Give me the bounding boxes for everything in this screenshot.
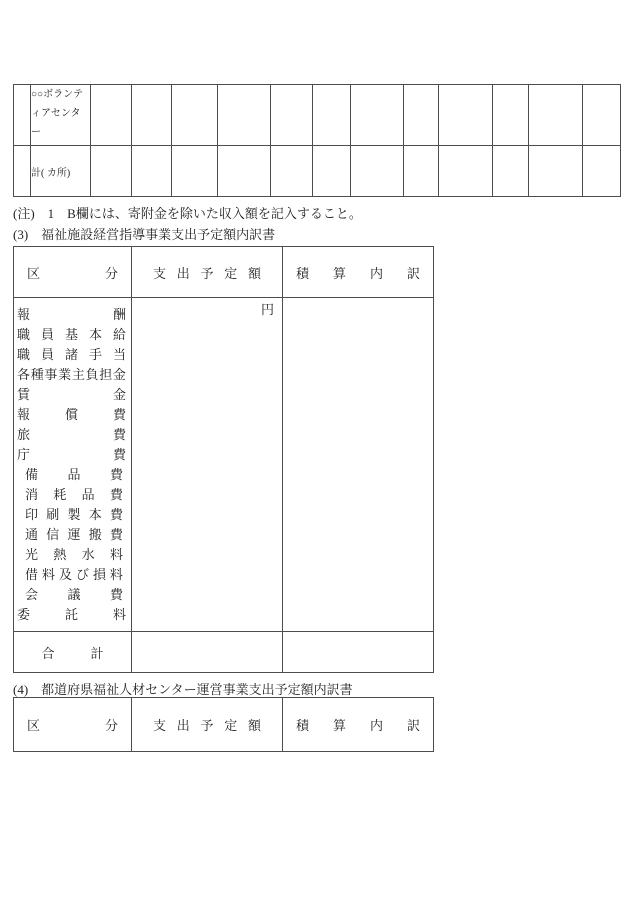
expense-item-label: 通 信 運 搬 費: [25, 527, 123, 542]
header-category: 区 分: [27, 265, 118, 281]
expense-item-label: 借 料 及 び 損 料: [25, 567, 123, 582]
empty-cell: [351, 146, 404, 197]
section3-title: (3) 福祉施設経営指導事業支出予定額内訳書: [13, 227, 276, 242]
expense-item-label: 印 刷 製 本 費: [25, 507, 123, 522]
expense-item-label: 消 耗 品 費: [25, 487, 123, 502]
breakdown-entry-cell: [283, 298, 434, 632]
row-header-volunteer-center: ○○ボランティアセンター: [31, 85, 91, 146]
total-label-cell: [14, 632, 132, 673]
empty-cell: [439, 85, 493, 146]
empty-cell: [529, 146, 583, 197]
empty-cell: [172, 146, 218, 197]
expense-items-cell: [14, 298, 132, 632]
total-label: 合 計: [41, 645, 104, 661]
expense-item-label: 備 品 費: [25, 467, 123, 482]
empty-cell: [271, 146, 313, 197]
expense-item-label: 委 託 料: [17, 607, 126, 622]
header-breakdown: 積 算 内 訳: [296, 265, 420, 281]
header-amount: 支 出 予 定 額: [153, 718, 261, 733]
expense-item-label: 職 員 基 本 給: [17, 327, 126, 342]
empty-cell: [493, 85, 529, 146]
row-header-total-count: 計( カ所): [31, 146, 91, 197]
empty-cell: [132, 85, 172, 146]
header-cell-category: [14, 698, 132, 752]
empty-cell: [404, 85, 439, 146]
header-breakdown: 積 算 内 訳: [296, 718, 420, 733]
empty-cell: [91, 85, 132, 146]
total-breakdown-cell: [283, 632, 434, 673]
section3-body-row: [14, 298, 434, 632]
header-cell-category: [14, 247, 132, 298]
expense-item-label: 報 酬: [17, 307, 126, 322]
expense-item-label: 旅 費: [17, 427, 126, 442]
expense-item-label: 職 員 諸 手 当: [17, 347, 126, 362]
expense-items-list: [14, 298, 131, 625]
expense-item-label: 会 議 費: [25, 587, 123, 602]
expense-item-label: 賃 金: [17, 387, 126, 402]
empty-cell: [583, 85, 621, 146]
header-cell-breakdown: [283, 247, 434, 298]
empty-cell: [14, 146, 31, 197]
empty-cell: [493, 146, 529, 197]
empty-cell: [14, 85, 31, 146]
total-amount-cell: [132, 632, 283, 673]
empty-cell: [351, 85, 404, 146]
empty-cell: [313, 85, 351, 146]
section3-total-row: [14, 632, 434, 673]
empty-cell: [218, 85, 271, 146]
empty-cell: [404, 146, 439, 197]
section4-header-row: [14, 698, 434, 752]
amount-entry-cell: [132, 298, 283, 632]
empty-cell: [132, 146, 172, 197]
expense-item-label: 庁 費: [17, 447, 126, 462]
unit-yen: 円: [260, 302, 274, 317]
header-category: 区 分: [27, 718, 118, 733]
note-line: (注) 1 B欄には、寄附金を除いた収入額を記入すること。: [13, 206, 362, 221]
section4-table: [13, 697, 434, 752]
section3-header-row: [14, 247, 434, 298]
volunteer-center-row: [14, 85, 621, 146]
section4-title: (4) 都道府県福祉人材センター運営事業支出予定額内訳書: [13, 682, 353, 697]
expense-item-label: 報 償 費: [17, 407, 126, 422]
empty-cell: [91, 146, 132, 197]
empty-cell: [583, 146, 621, 197]
header-cell-amount: [132, 247, 283, 298]
header-amount: 支 出 予 定 額: [153, 265, 261, 281]
header-cell-breakdown: [283, 698, 434, 752]
expense-item-label: 光 熱 水 料: [25, 547, 123, 562]
empty-cell: [313, 146, 351, 197]
expense-item-label: 各 種 事 業 主 負 担 金: [17, 367, 126, 382]
header-cell-amount: [132, 698, 283, 752]
section3-table: [13, 246, 434, 673]
empty-cell: [218, 146, 271, 197]
total-count-row: [14, 146, 621, 197]
empty-cell: [172, 85, 218, 146]
empty-cell: [439, 146, 493, 197]
volunteer-center-count-table: [13, 84, 621, 197]
empty-cell: [529, 85, 583, 146]
empty-cell: [271, 85, 313, 146]
